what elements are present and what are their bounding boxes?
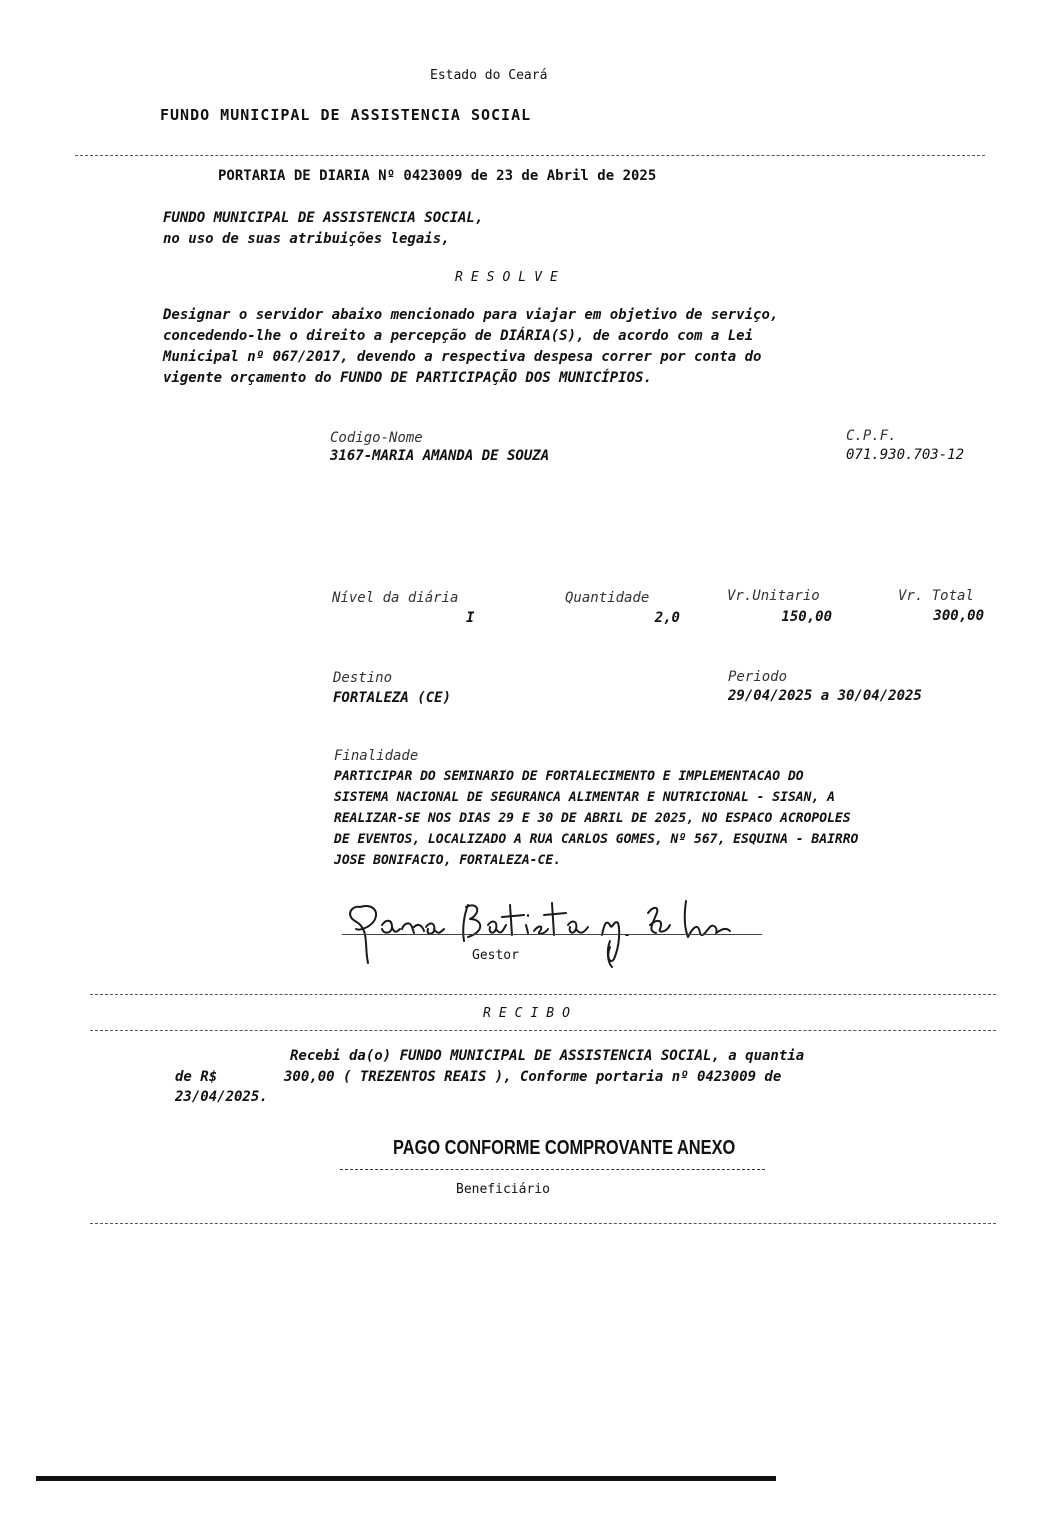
unitario-value: 150,00 [781, 609, 832, 625]
destino-value: FORTALEZA (CE) [333, 690, 452, 706]
beneficiario-line [340, 1169, 765, 1170]
body-line-1: Designar o servidor abaixo mencionado para viajar em objetivo de serviço, [163, 307, 779, 323]
recibo-line-3: 23/04/2025. [175, 1089, 268, 1105]
total-value: 300,00 [933, 608, 984, 624]
divider-recibo-bottom [90, 1030, 996, 1031]
quantidade-label: Quantidade [565, 590, 650, 606]
divider-top [75, 155, 985, 156]
finalidade-line-4: DE EVENTOS, LOCALIZADO A RUA CARLOS GOMES, Nº 567, ESQUINA - BAIRRO [334, 832, 859, 847]
finalidade-line-1: PARTICIPAR DO SEMINARIO DE FORTALECIMENTO E IMPLEMENTACAO DO [334, 769, 804, 784]
finalidade-line-2: SISTEMA NACIONAL DE SEGURANCA ALIMENTAR E NUTRICIONAL - SISAN, A [334, 790, 835, 805]
nivel-label: Nível da diária [332, 590, 459, 606]
state-name: Estado do Ceará [430, 68, 548, 83]
recibo-line-2a: de R$ [175, 1069, 218, 1085]
gestor-signature [330, 885, 770, 970]
portaria-title: PORTARIA DE DIARIA Nº 0423009 de 23 de Abril de 2025 [218, 168, 657, 184]
payment-stamp: PAGO CONFORME COMPROVANTE ANEXO [393, 1137, 736, 1159]
body-line-4: vigente orçamento do FUNDO DE PARTICIPAÇÃO DOS MUNICÍPIOS. [163, 370, 652, 386]
resolve-heading: RESOLVE [455, 270, 566, 285]
cpf-value: 071.930.703-12 [846, 447, 965, 463]
divider-bottom [90, 1223, 996, 1224]
finalidade-line-3: REALIZAR-SE NOS DIAS 29 E 30 DE ABRIL DE 2025, NO ESPACO ACROPOLES [334, 811, 851, 826]
intro-line-2: no uso de suas atribuições legais, [163, 231, 450, 247]
recibo-line-1: Recebi da(o) FUNDO MUNICIPAL DE ASSISTENCIA SOCIAL, a quantia [290, 1048, 805, 1064]
code-name-label: Codigo-Nome [330, 430, 423, 446]
gestor-label: Gestor [472, 948, 519, 963]
divider-recibo-top [90, 994, 996, 995]
quantidade-value: 2,0 [654, 610, 680, 626]
total-label: Vr. Total [898, 588, 974, 604]
unitario-label: Vr.Unitario [727, 588, 820, 604]
agency-title: FUNDO MUNICIPAL DE ASSISTENCIA SOCIAL [160, 106, 532, 124]
cpf-label: C.P.F. [846, 428, 897, 444]
destino-label: Destino [333, 670, 393, 686]
periodo-label: Periodo [728, 669, 788, 685]
body-line-2: concedendo-lhe o direito a percepção de DIÁRIA(S), de acordo com a Lei [163, 328, 754, 344]
intro-line-1: FUNDO MUNICIPAL DE ASSISTENCIA SOCIAL, [163, 210, 484, 226]
code-name-value: 3167-MARIA AMANDA DE SOUZA [330, 448, 550, 464]
scan-edge-bar [36, 1476, 776, 1481]
finalidade-line-5: JOSE BONIFACIO, FORTALEZA-CE. [334, 853, 561, 868]
finalidade-label: Finalidade [334, 748, 419, 764]
recibo-heading: RECIBO [483, 1006, 578, 1021]
signature-line [342, 934, 762, 935]
nivel-value: I [466, 610, 475, 626]
periodo-value: 29/04/2025 a 30/04/2025 [728, 688, 922, 704]
beneficiario-label: Beneficiário [456, 1182, 550, 1197]
recibo-line-2b: 300,00 ( TREZENTOS REAIS ), Conforme portaria nº 0423009 de [284, 1069, 782, 1085]
body-line-3: Municipal nº 067/2017, devendo a respectiva despesa correr por conta do [163, 349, 762, 365]
